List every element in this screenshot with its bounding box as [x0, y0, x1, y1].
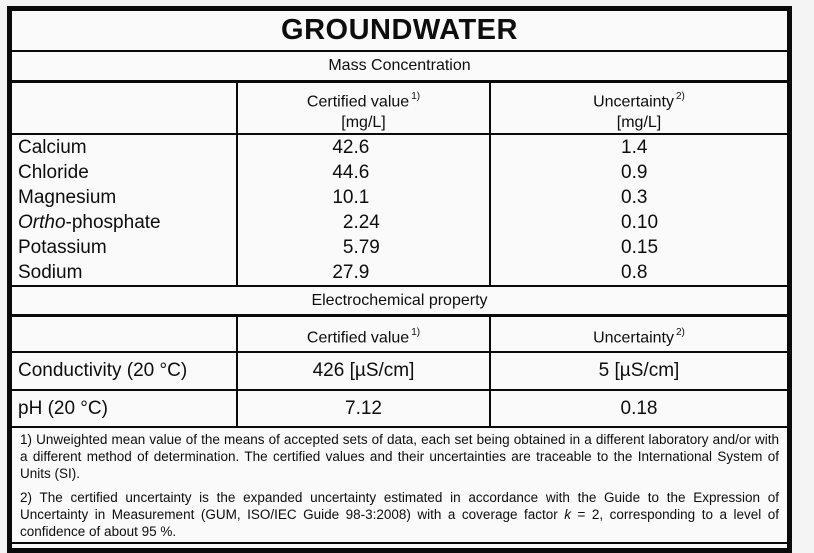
certified-value-cell: 2 .24	[236, 210, 489, 235]
uncertainty-cell: 0 .8	[489, 260, 787, 285]
section-heading-mass-concentration	[12, 52, 787, 83]
property-name: pH (20 °C)	[18, 398, 108, 419]
footnote-2-text-end: = 2, corresponding to a level of confidence of about 95 %.	[20, 507, 779, 539]
analyte-name-label: Sodium	[18, 262, 83, 283]
groundwater-certificate-table	[7, 6, 792, 553]
footnote-2-italic-k: k	[564, 507, 571, 522]
certified-value-cell: 42 .6	[236, 135, 489, 160]
row-ortho-phosphate	[12, 210, 787, 235]
row-sodium	[12, 260, 787, 287]
section-heading-electrochemical-property	[12, 287, 787, 317]
analyte-name-label: -phosphate	[65, 212, 161, 233]
uncertainty-cell: 1 .4	[489, 135, 787, 160]
footnote-2	[20, 489, 779, 540]
certified-value-cell: 44 .6	[236, 160, 489, 185]
certified-value-cell: 27 .9	[236, 260, 489, 285]
certified-value-cell: 10 .1	[236, 185, 489, 210]
electrochemical-header-row	[12, 317, 787, 353]
uncertainty-cell: 0 .9	[489, 160, 787, 185]
uncertainty-header-label: Uncertainty	[593, 93, 674, 111]
row-conductivity	[12, 353, 787, 391]
analyte-name	[12, 135, 236, 160]
footnote-ref-2: 2)	[676, 91, 685, 102]
uncertainty-cell: 5 [µS/cm]	[489, 353, 787, 389]
uncertainty-header-cell	[489, 83, 787, 133]
analyte-name-label: Potassium	[18, 237, 107, 258]
footnotes-section	[12, 428, 787, 544]
analyte-name-label: Chloride	[18, 162, 89, 183]
section-heading-label: Electrochemical property	[311, 291, 488, 309]
uncertainty-header-label: Uncertainty	[593, 329, 674, 347]
table-title: GROUNDWATER	[281, 14, 518, 46]
certified-value-header-cell	[236, 83, 489, 133]
certified-value-cell: 5 .79	[236, 235, 489, 260]
analyte-name-label: Calcium	[18, 137, 87, 158]
analyte-name	[12, 185, 236, 210]
analyte-name	[12, 210, 236, 235]
uncertainty-unit: [mg/L]	[616, 114, 662, 132]
analyte-name-italic-prefix: Ortho	[18, 212, 66, 233]
uncertainty-cell: 0 .15	[489, 235, 787, 260]
row-magnesium	[12, 185, 787, 210]
uncertainty-header-cell	[489, 317, 787, 355]
analyte-name	[12, 235, 236, 260]
analyte-name-label: Magnesium	[18, 187, 117, 208]
section-heading-label: Mass Concentration	[328, 57, 471, 74]
footnote-ref-1: 1)	[411, 327, 421, 338]
row-ph	[12, 391, 787, 428]
uncertainty-cell: 0 .10	[489, 210, 787, 235]
footnote-2-text: 2) The certified uncertainty is the expanded uncertainty estimated in accordance with the Guide to the Expression of Uncertainty in Measurement (GUM, ISO/IEC Guide 98-3:2008) with a coverage factor	[20, 490, 779, 522]
analyte-name	[12, 160, 236, 185]
certified-value-unit: [mg/L]	[341, 114, 386, 132]
mass-concentration-header-row	[12, 83, 787, 135]
row-chloride	[12, 160, 787, 185]
footnote-ref-2: 2)	[676, 327, 685, 338]
analyte-name	[12, 260, 236, 285]
property-name: Conductivity (20 °C)	[18, 360, 188, 381]
footnote-1-text: 1) Unweighted mean value of the means of accepted sets of data, each set being obtained in a different laboratory and/or with a different method of determination. The certified values and their uncertainties are traceable to the International System of Units (SI).	[20, 432, 779, 481]
certified-value-header	[238, 87, 489, 112]
row-potassium	[12, 235, 787, 260]
table-title-row	[12, 11, 787, 52]
footnote-ref-1: 1)	[411, 91, 421, 102]
uncertainty-cell: 0 .3	[489, 185, 787, 210]
empty-header-cell	[12, 83, 236, 133]
row-calcium	[12, 135, 787, 160]
uncertainty-cell: 0.18	[489, 391, 787, 426]
uncertainty-header	[491, 87, 787, 112]
empty-header-cell	[12, 317, 236, 355]
certified-value-header-label: Certified value	[306, 93, 410, 111]
certified-value-header-label: Certified value	[306, 329, 410, 347]
certified-value-cell: 7.12	[236, 391, 489, 426]
certified-value-cell: 426 [µS/cm]	[236, 353, 489, 389]
footnote-1	[20, 431, 779, 482]
certified-value-header-cell	[236, 317, 489, 355]
